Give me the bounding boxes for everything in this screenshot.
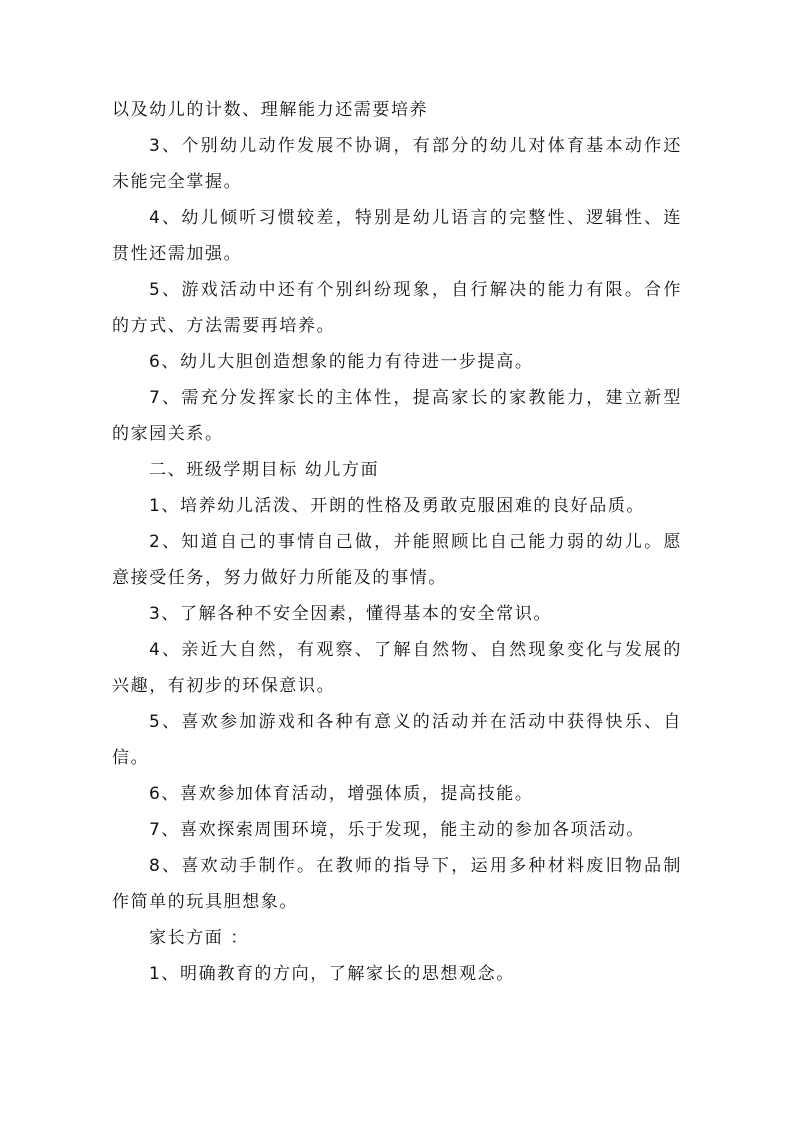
paragraph-item-3: 3、个别幼儿动作发展不协调，有部分的幼儿对体育基本动作还未能完全掌握。: [112, 136, 682, 192]
goal-item-7: 7、喜欢探索周围环境，乐于发现，能主动的参加各项活动。: [149, 820, 646, 840]
paragraph-continuation: 以及幼儿的计数、理解能力还需要培养: [112, 100, 429, 120]
goal-item-6: 6、喜欢参加体育活动，增强体质，提高技能。: [149, 784, 534, 804]
section-heading-goals: 二、班级学期目标 幼儿方面: [149, 460, 380, 480]
goal-item-5: 5、喜欢参加游戏和各种有意义的活动并在活动中获得快乐、自信。: [112, 712, 682, 768]
goal-item-4: 4、亲近大自然，有观察、了解自然物、自然现象变化与发展的兴趣，有初步的环保意识。: [112, 640, 682, 696]
document-body: [112, 92, 682, 992]
paragraph-item-5: 5、游戏活动中还有个别纠纷现象，自行解决的能力有限。合作的方式、方法需要再培养。: [112, 280, 682, 336]
goal-item-1: 1、培养幼儿活泼、开朗的性格及勇敢克服困难的良好品质。: [149, 496, 646, 516]
paragraph-item-6: 6、幼儿大胆创造想象的能力有待进一步提高。: [149, 352, 534, 372]
parent-item-1: 1、明确教育的方向，了解家长的思想观念。: [149, 964, 515, 984]
goal-item-3: 3、了解各种不安全因素，懂得基本的安全常识。: [149, 604, 553, 624]
paragraph-item-7: 7、需充分发挥家长的主体性，提高家长的家教能力，建立新型的家园关系。: [112, 388, 682, 444]
goal-item-2: 2、知道自己的事情自己做，并能照顾比自己能力弱的幼儿。愿意接受任务，努力做好力所能及的事情。: [112, 532, 682, 588]
goal-item-8: 8、喜欢动手制作。在教师的指导下，运用多种材料废旧物品制作简单的玩具胆想象。: [112, 856, 682, 912]
section-heading-parents: 家长方面 ：: [149, 928, 250, 948]
paragraph-item-4: 4、幼儿倾听习惯较差，特别是幼儿语言的完整性、逻辑性、连贯性还需加强。: [112, 208, 682, 264]
